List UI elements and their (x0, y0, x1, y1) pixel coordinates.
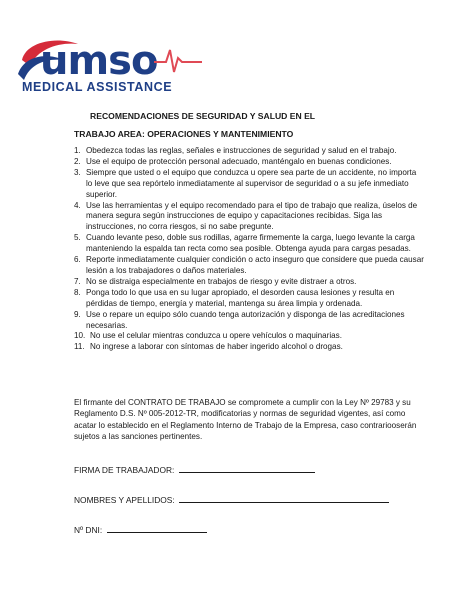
list-item (74, 310, 424, 332)
item-number: 9. (74, 309, 81, 319)
list-item (74, 146, 424, 157)
item-number: 7. (74, 276, 81, 286)
item-text: Use las herramientas y el equipo recomendado para el tipo de trabajo que realiza, úselos de manera segura según instrucciones de equipo y capacitaciones recibidas. Siga las instrucciones, no corra riesgos, si no sabe pregunte. (86, 200, 418, 232)
item-text: No use el celular mientras conduzca u opere vehículos o maquinarias. (90, 331, 342, 341)
list-item (74, 157, 424, 168)
item-number: 8. (74, 287, 81, 297)
list-item (74, 331, 424, 342)
item-text: Ponga todo lo que usa en su lugar apropiado, el desorden causa lesiones y resulta en pérdidas de tiempo, energía y material, mantenga su área limpia y ordenada. (86, 287, 395, 308)
dni-row (74, 523, 207, 535)
signature-label: FIRMA DE TRABAJADOR: (74, 465, 175, 475)
names-row (74, 493, 389, 505)
item-number: 1. (74, 146, 81, 155)
item-number: 11. (74, 342, 85, 352)
item-number: 4. (74, 200, 81, 210)
dni-line[interactable] (107, 523, 207, 533)
dni-label: Nº DNI: (74, 525, 103, 535)
brand-text: umso (40, 38, 158, 84)
list-item (74, 233, 424, 255)
names-label: NOMBRES Y APELLIDOS: (74, 495, 175, 505)
list-item (74, 168, 424, 201)
commitment-paragraph: El firmante del CONTRATO DE TRABAJO se compromete a cumplir con la Ley Nº 29783 y su Reglamento D.S. Nº 005-2012-TR, modificatorias y normas de seguridad vigentes, así como acatar lo establecido en el Reglamento Interno de Trabajo de la Empresa, caso contrariooserán sujetos a las sanciones pertinentes. (74, 398, 417, 441)
names-line[interactable] (179, 493, 389, 503)
recommendations-list (74, 146, 424, 353)
item-text: Use el equipo de protección personal adecuado, manténgalo en buenas condiciones. (86, 156, 392, 166)
item-text: No se distraiga especialmente en trabajos de riesgo y evite distraer a otros. (86, 276, 357, 286)
item-text: Use o repare un equipo sólo cuando tenga autorización y disponga de las acreditaciones necesarias. (86, 309, 405, 330)
list-item (74, 342, 424, 353)
list-item (74, 201, 424, 234)
pulse-line-icon (154, 50, 202, 72)
item-text: No ingrese a laborar con síntomas de haber ingerido alcohol o drogas. (90, 342, 343, 352)
heading-line-2: TRABAJO AREA: OPERACIONES Y MANTENIMIENTO (74, 129, 294, 139)
item-number: 6. (74, 255, 81, 265)
list-item (74, 288, 424, 310)
logo-subtitle: MEDICAL ASSISTANCE (22, 80, 173, 94)
signature-row (74, 463, 315, 475)
item-text: Reporte inmediatamente cualquier condición o acto inseguro que considere que pueda causar lesión a los trabajadores o daños materiales. (86, 255, 424, 275)
item-number: 5. (74, 233, 81, 243)
item-number: 2. (74, 156, 81, 166)
list-item (74, 277, 424, 288)
heading-line-1: RECOMENDACIONES DE SEGURIDAD Y SALUD EN EL (90, 111, 316, 121)
item-number: 10. (74, 331, 86, 341)
item-number: 3. (74, 167, 81, 177)
item-text: Siempre que usted o el equipo que conduzca u opere sea parte de un accidente, no importa lo leve que sea repórtelo inmediatamente al supervisor de seguridad o a su jefe inmediato superior. (86, 167, 417, 199)
item-text: Obedezca todas las reglas, señales e instrucciones de seguridad y salud en el trabajo. (86, 146, 397, 155)
signature-line[interactable] (179, 463, 315, 473)
list-item (74, 255, 424, 277)
item-text: Cuando levante peso, doble sus rodillas, agarre firmemente la carga, luego levante la carga manteniendo la espalda tan recta como sea posible. Obtenga ayuda para cargas pesadas. (86, 233, 415, 254)
